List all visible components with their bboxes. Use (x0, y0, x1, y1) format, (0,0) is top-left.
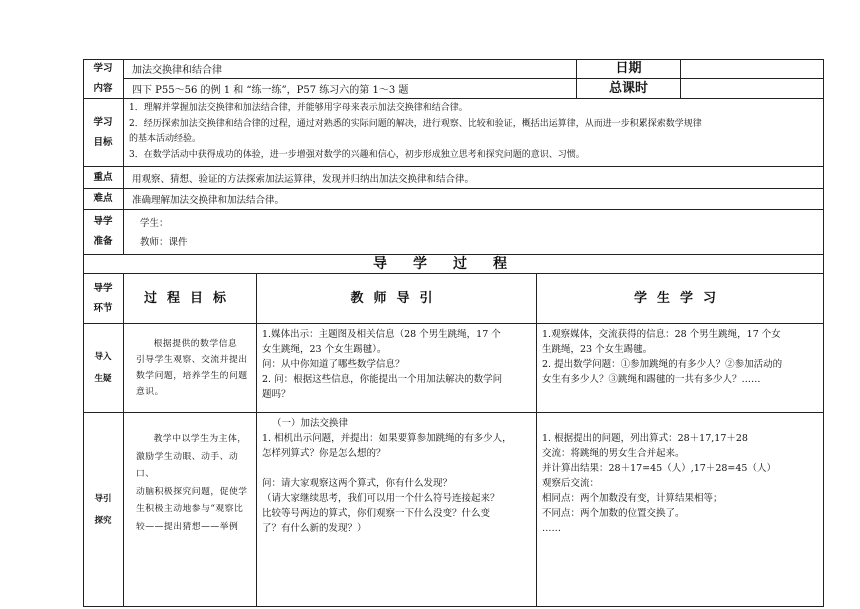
objective-item-3: 3．在数学活动中获得成功的体验，进一步增强对数学的兴趣和信心，初步形成独立思考和探究问题的意识、习惯。 (129, 149, 585, 160)
stage-intro (83, 324, 124, 413)
preparation-cell (124, 210, 824, 255)
teacher-line: 了？有什么新的发现？） (262, 523, 367, 534)
topic-text: 加法交换律和结合律 (132, 65, 222, 76)
goal-line: 意识。 (136, 387, 164, 397)
col-header-stage (83, 274, 124, 324)
teacher-line: 1. 相机出示问题，并提出：如果要算参加跳绳的有多少人， (262, 433, 512, 444)
goal-line: 激励学生动眼、动手、动口、 (136, 451, 239, 479)
label-line-1: 导引 (94, 493, 112, 504)
goal-line: 动脑积极探究问题，促使学 (136, 486, 248, 497)
label-line-1: 导入 (94, 352, 112, 362)
student-line: 1. 根据提出的问题，列出算式：28＋17,17＋28 (542, 433, 748, 444)
label-line-2: 目标 (93, 136, 113, 148)
teacher-line: （一）加法交换律 (272, 418, 349, 429)
label-line-1: 学习 (93, 116, 113, 128)
process-title: 导学过程 (373, 255, 533, 272)
goal-explore (124, 413, 257, 607)
key-point-text: 用观察、猜想、验证的方法探索加法运算律，发现并归纳出加法交换律和结合律。 (132, 173, 475, 185)
col-header-teacher-text: 教师导引 (350, 291, 443, 306)
objective-item-2: 2．经历探索加法交换律和结合律的过程，通过对熟悉的实际问题的解决，进行观察、比较和验证，概括出运算律，从而进一步积累探索数学规律 (129, 118, 702, 129)
process-title-cell (83, 255, 824, 274)
preparation-student: 学生： (140, 218, 169, 229)
col-header-goal-text: 过程目标 (143, 291, 236, 306)
teacher-line: 比较等号两边的算式，你们观察一下什么没变？什么变 (262, 508, 491, 519)
date-label: 日期 (615, 61, 642, 76)
topic-cell (124, 59, 577, 79)
objectives-label (83, 99, 124, 167)
goal-line: 教学中以学生为主体， (153, 434, 247, 444)
student-line: 相同点：两个加数没有变，计算结果相等； (542, 493, 723, 504)
teacher-line: 2. 问：根据这些信息，你能提出一个用加法解决的数学问 (262, 374, 503, 385)
teacher-line: 女生跳绳，23 个女生踢毽）。 (262, 344, 387, 355)
label-line-2: 环节 (93, 302, 113, 314)
hours-label: 总课时 (608, 81, 648, 96)
student-line: 交流：将跳绳的男女生合并起来。 (542, 448, 685, 459)
student-line: 2. 提出数学问题：①参加跳绳的有多少人？②参加活动的 (542, 359, 783, 370)
teacher-line: 怎样列算式？你是怎么想的？ (262, 448, 386, 459)
label-line-study: 学习 (93, 62, 113, 74)
stage-explore (83, 413, 124, 607)
hours-label-cell (577, 79, 681, 99)
col-header-student (537, 274, 824, 324)
key-point-cell (124, 167, 824, 189)
student-line: 1.观察媒体，交流获得的信息：28 个男生跳绳，17 个女 (542, 329, 781, 340)
student-line: 并计算出结果：28＋17=45（人）,17＋28=45（人） (542, 463, 776, 474)
label-line-2: 生疑 (94, 374, 112, 384)
study-content-label (83, 59, 124, 99)
student-explore (537, 413, 824, 607)
label-line-1: 导学 (93, 282, 113, 294)
student-line (542, 416, 818, 431)
preparation-teacher: 教师：课件 (140, 237, 188, 248)
student-line: 女生有多少人？③跳绳和踢毽的一共有多少人？…… (542, 374, 761, 385)
goal-line: 生积极主动地参与“观察比 (136, 504, 244, 514)
teacher-line: 1.媒体出示：主题图及相关信息（28 个男生跳绳，17 个 (262, 329, 501, 340)
col-header-goal (124, 274, 257, 324)
key-point-label-text: 重点 (93, 171, 113, 183)
teacher-line: 题吗？ (262, 389, 291, 400)
range-text: 四下 P55～56 的例 1 和 “练一练”，P57 练习六的第 1～3 题 (132, 85, 409, 96)
teacher-line (262, 461, 531, 476)
goal-line: 较——提出猜想——举例 (136, 521, 239, 532)
difficulty-label-text: 难点 (93, 193, 113, 204)
difficulty-label (83, 189, 124, 210)
goal-line: 引导学生观察、交流并提出 (136, 355, 248, 365)
date-label-cell (577, 59, 681, 79)
lesson-plan-page (83, 59, 824, 607)
objective-item-1: 1．理解并掌握加法交换律和加法结合律，并能够用字母来表示加法交换律和结合律。 (129, 103, 468, 113)
objective-item-2-cont: 的基本活动经验。 (129, 134, 202, 144)
label-line-2: 探究 (94, 515, 112, 526)
difficulty-text: 准确理解加法交换律和加法结合律。 (132, 195, 285, 206)
difficulty-cell (124, 189, 824, 210)
date-value-cell[interactable] (681, 59, 824, 79)
preparation-label (83, 210, 124, 255)
label-line-1: 导学 (93, 216, 113, 227)
teacher-intro (257, 324, 537, 413)
col-header-teacher (257, 274, 537, 324)
student-line: …… (542, 523, 561, 534)
teacher-line: （请大家继续思考，我们可以用一个什么符号连接起来？ (262, 493, 500, 504)
goal-intro (124, 324, 257, 413)
teacher-line: 问：请大家观察这两个算式，你有什么发现？ (262, 478, 453, 489)
label-line-2: 准备 (93, 236, 113, 247)
lesson-plan-table (83, 59, 824, 607)
goal-line: 数学问题，培养学生的问题 (136, 371, 248, 381)
teacher-line: 问：从中你知道了哪些数学信息？ (262, 359, 405, 370)
teacher-explore (257, 413, 537, 607)
objectives-cell (124, 99, 824, 167)
hours-value-cell[interactable] (681, 79, 824, 99)
label-line-content: 内容 (93, 82, 113, 94)
goal-line: 根据提供的数学信息 (153, 339, 238, 349)
range-cell (124, 79, 577, 99)
col-header-student-text: 学生学习 (633, 291, 726, 306)
student-intro (537, 324, 824, 413)
key-point-label (83, 167, 124, 189)
student-line: 生跳绳，23 个女生踢毽。 (542, 344, 653, 355)
student-line: 不同点：两个加数的位置交换了。 (542, 508, 685, 519)
student-line: 观察后交流： (542, 478, 600, 489)
